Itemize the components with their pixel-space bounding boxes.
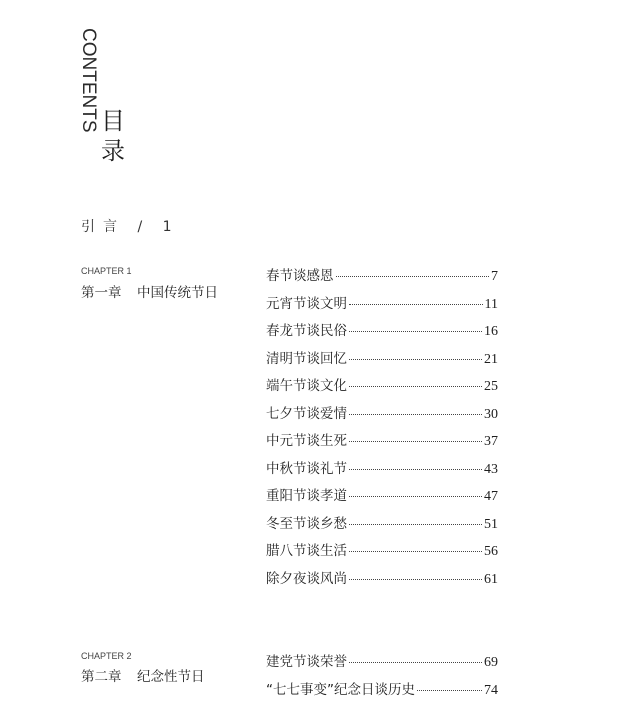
dot-leader — [349, 414, 482, 415]
dot-leader — [349, 359, 482, 360]
dot-leader — [349, 331, 482, 332]
dot-leader — [349, 524, 482, 525]
dot-leader — [349, 441, 482, 442]
contents-heading-char-2: 录 — [101, 136, 125, 166]
chapter-1-label: CHAPTER 1 — [81, 266, 132, 276]
dot-leader — [349, 579, 482, 580]
toc-entry-page: 47 — [484, 489, 498, 505]
toc-entry-page: 51 — [484, 517, 498, 533]
toc-entry-title: 元宵节谈文明 — [266, 292, 347, 312]
toc-entry[interactable] — [266, 319, 498, 347]
chapter-2-name: 纪念性节日 — [137, 669, 205, 685]
toc-entry[interactable] — [266, 457, 498, 485]
contents-heading-en: CONTENTS — [78, 28, 98, 133]
toc-entry-title: 春节谈感恩 — [266, 264, 334, 284]
chapter-2-toc — [266, 650, 498, 705]
chapter-1-name: 中国传统节日 — [137, 285, 218, 301]
toc-entry-page: 7 — [491, 269, 498, 285]
toc-entry[interactable] — [266, 292, 498, 320]
chapter-1-toc — [266, 264, 498, 594]
toc-entry-page: 56 — [484, 544, 498, 560]
toc-entry-title: 腊八节谈生活 — [266, 539, 347, 559]
chapter-2-title — [81, 665, 205, 685]
toc-entry[interactable] — [266, 264, 498, 292]
toc-entry-page: 69 — [484, 655, 498, 671]
toc-entry-title: 清明节谈回忆 — [266, 347, 347, 367]
dot-leader — [349, 304, 483, 305]
contents-heading-char-1: 目 — [101, 106, 125, 136]
toc-entry-title: 重阳节谈孝道 — [266, 484, 347, 504]
toc-entry[interactable] — [266, 567, 498, 595]
dot-leader — [349, 469, 482, 470]
toc-entry-page: 43 — [484, 462, 498, 478]
toc-entry-page: 61 — [484, 572, 498, 588]
dot-leader — [349, 551, 482, 552]
toc-entry[interactable] — [266, 539, 498, 567]
chapter-2-label: CHAPTER 2 — [81, 651, 132, 661]
toc-entry-page: 37 — [484, 434, 498, 450]
toc-entry-title: 建党节谈荣誉 — [266, 650, 347, 670]
toc-entry-page: 25 — [484, 379, 498, 395]
toc-entry-title: “七七事变”纪念日谈历史 — [266, 678, 415, 698]
dot-leader — [349, 496, 482, 497]
toc-entry[interactable] — [266, 347, 498, 375]
toc-entry[interactable] — [266, 402, 498, 430]
toc-entry[interactable] — [266, 484, 498, 512]
toc-entry-title: 冬至节谈乡愁 — [266, 512, 347, 532]
intro-entry[interactable]: 引言 / 1 — [81, 216, 180, 236]
toc-entry-page: 74 — [484, 683, 498, 699]
toc-entry[interactable] — [266, 374, 498, 402]
toc-entry-page: 11 — [485, 297, 498, 313]
dot-leader — [349, 386, 482, 387]
toc-entry-title: 端午节谈文化 — [266, 374, 347, 394]
toc-entry-page: 30 — [484, 407, 498, 423]
dot-leader — [349, 662, 482, 663]
chapter-2-number: 第二章 — [81, 665, 137, 685]
toc-entry[interactable] — [266, 429, 498, 457]
dot-leader — [417, 690, 482, 691]
toc-entry-title: 中元节谈生死 — [266, 429, 347, 449]
contents-heading-zh — [101, 106, 125, 166]
toc-entry-title: 中秋节谈礼节 — [266, 457, 347, 477]
toc-entry[interactable] — [266, 512, 498, 540]
chapter-1-number: 第一章 — [81, 281, 137, 301]
toc-entry-page: 16 — [484, 324, 498, 340]
chapter-1-title — [81, 281, 218, 301]
toc-entry[interactable] — [266, 678, 498, 705]
dot-leader — [336, 276, 490, 277]
toc-entry-title: 除夕夜谈风尚 — [266, 567, 347, 587]
toc-entry-title: 春龙节谈民俗 — [266, 319, 347, 339]
toc-entry[interactable] — [266, 650, 498, 678]
toc-entry-title: 七夕节谈爱情 — [266, 402, 347, 422]
toc-entry-page: 21 — [484, 352, 498, 368]
